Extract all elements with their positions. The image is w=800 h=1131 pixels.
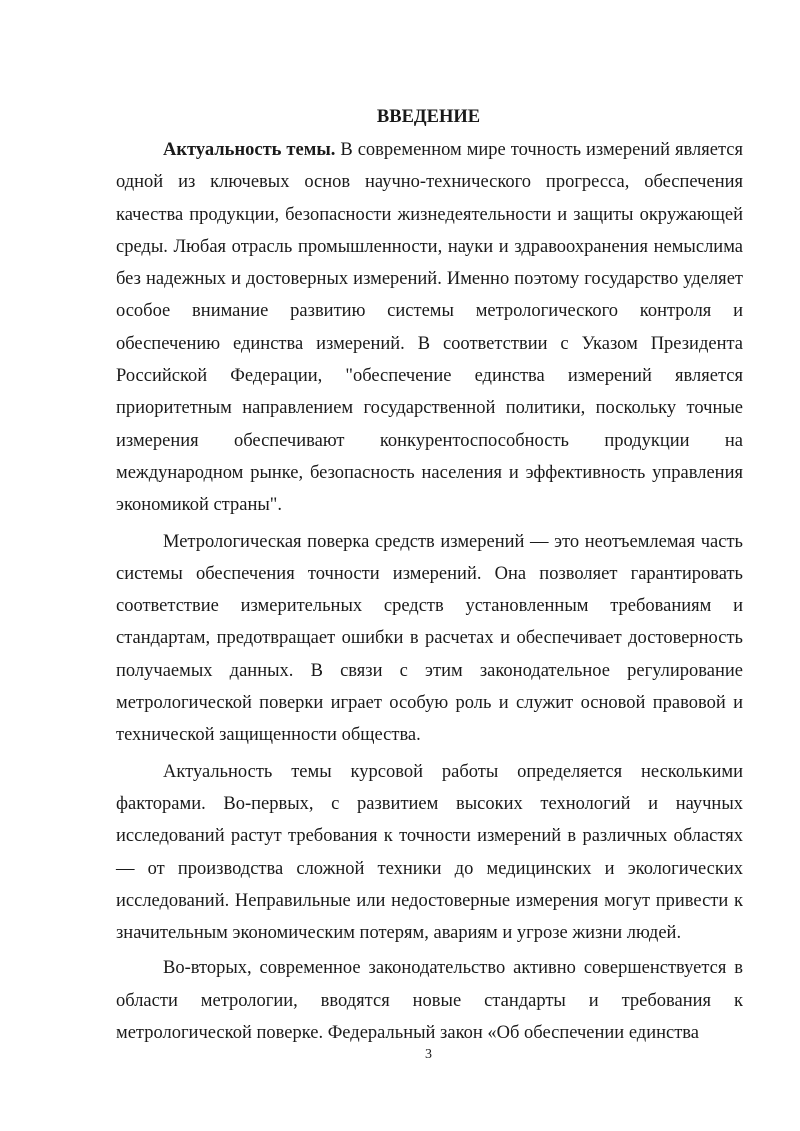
page-number: 3 [425,1047,432,1062]
paragraph-text: Во-вторых, современное законодательство активно совершенствуется в области метрологии, вводятся новые стандарты и требования к метрологической поверке. Федеральный закон «Об обеспечении единства [116,958,743,1044]
paragraph-legislation [116,952,743,1049]
paragraph-relevance [116,134,743,522]
paragraph-text: Метрологическая поверка средств измерений — это неотъемлемая часть системы обеспечения точности измерений. Она позволяет гарантировать соответствие измерительных средств установленным требованиям и стандартам, предотвращает ошибки в расчетах и обеспечивает достоверность получаемых данных. В связи с этим законодательное регулирование метрологической поверки играет особую роль и служит основой правовой и технической защищенности общества. [116,531,743,746]
paragraph-text: Актуальность темы курсовой работы определяется несколькими факторами. Во-первых, с развитием высоких технологий и научных исследований растут требования к точности измерений в различных областях — от производства сложной техники до медицинских и экологических исследований. Неправильные или недостоверные измерения могут привести к значительным экономическим потерям, авариям и угрозе жизни людей. [116,761,743,944]
paragraph-text: В современном мире точность измерений является одной из ключевых основ научно-технического прогресса, обеспечения качества продукции, безопасности жизнедеятельности и защиты окружающей среды. Любая отрасль промышленности, науки и здравоохранения немыслима без надежных и достоверных измерений. Именно поэтому государство уделяет особое внимание развитию системы метрологического контроля и обеспечению единства измерений. В соответствии с Указом Президента Российской Федерации, "обеспечение единства измерений является приоритетным направлением государственной политики, поскольку точные измерения обеспечивают конкурентоспособность продукции на международном рынке, безопасность населения и эффективность управления экономикой страны". [116,140,743,516]
paragraph-verification [116,526,743,752]
body-text [116,134,743,1049]
paragraph-factors [116,756,743,950]
section-heading: ВВЕДЕНИЕ [376,107,481,127]
paragraph-lead: Актуальность темы. [163,140,336,160]
